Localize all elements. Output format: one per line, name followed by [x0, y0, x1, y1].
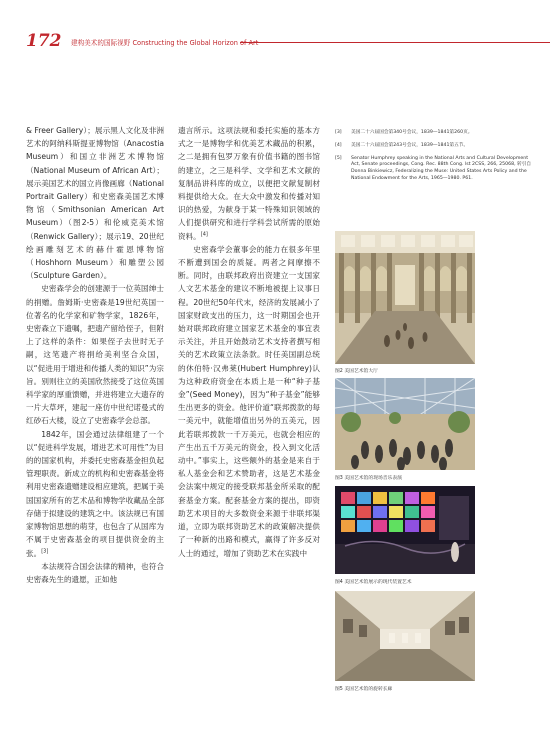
- footnote-mark: [3]: [335, 130, 342, 135]
- footnote-ref: [4]: [200, 231, 208, 238]
- footnote-mark: [4]: [335, 142, 342, 148]
- figure-live-music: [335, 378, 475, 470]
- header-rule: [240, 42, 550, 43]
- paragraph: 本法规符合国会法律的精神，也符合史密森先生的遗愿，正如他: [26, 561, 164, 584]
- paragraph: 史密森学会的创建源于一位英国绅士的捐赠。詹姆斯·史密森是19世纪英国一位著名的化学家和矿物学家，1826年，史密森立下遗嘱，把遗产留给侄子，但附上了这样的条件：如果侄子去世时无子嗣，这笔遗产将捐给美利坚合众国，以“促进用于增进和传播人类的知识”为宗旨。别则往立的美国欣然接受了这位英国科学家的厚重馈赠，并进将建立大遗存的一片大草坪，建起一座仿中世纪诺曼式的红砂石大楼，设立了史密森学会总部。: [26, 284, 164, 426]
- footnote: [335, 156, 535, 183]
- paragraph: & Freer Gallery）；展示黑人文化及非洲艺术的阿纳科斯提亚博物馆（Anacostia Museum）和国立非洲艺术博物馆（National Museum of African Art）；展示美国艺术的国立肖像画廊（National Portrait Gallery）和史密森美国艺术博物馆（Smithsonian American Art Museum）（图2-5）和伦威克美术馆（Renwick Gallery）；展示19、20世纪绘画雕刻艺术的赫什霍恩博物馆（Hoshhorn Museum）和雕塑公园（Sculpture Garden）。: [26, 126, 164, 281]
- corridor-photo: [335, 591, 475, 681]
- paragraph-text: 1842年，国会通过法律组建了一个以“促进科学发展，增进艺术可用性”为目的的国家机构，并委托史密森基金担负起管理职责。新成立的机构和史密森基金将利用史密森遗赠建设相应建筑，把属于美国国家所有的艺术品和博物学收藏品全部存储于拟建设的建筑之中。该法规已有国家博物馆思想的萌芽，也包含了从国库为不属于史密森基金的项目提供资金的主张。: [26, 429, 164, 558]
- figure-caption: 图5 美国艺术馆的旋转长廊: [335, 687, 393, 692]
- live-music-photo: [335, 378, 475, 470]
- paragraph: 史密森学会董事会的能力在很多年里不断遭到国会的质疑。两者之间摩擦不断。同时，由联邦政府出资建立一支国家人文艺术基金的建议不断地被提上议事日程。20世纪50年代末，经济的发展减小了国家财政支出的压力，这一时期国会也开始对联邦政府建立国家艺术基金的事宜表示关注，并且开始鼓动艺术支持者撰写相关的艺术政策立法条款。时任美国副总统的休伯特·汉弗莱(Hubert Humphrey)认为这种政府资金在本质上是一种“种子基金”(Seed Money)，因为“种子基金”能够生出更多的资金。他评价道“联邦拨款的每一美元中，就能增值出另外的五美元，因此若联邦拨款一千万美元，也就会相应的产生出五千万美元的资金，投入到文化活动中。”事实上，这些额外的基金是来自于私人基金会和艺术赞助者，这是艺术基金会法案中规定的接受联邦基金所采取的配套基金方案。配套基金方案的提出，即资助艺术项目的大多数资金来源于非联邦渠道，立即为联邦资助艺术的政策解决提供了一种新的出路和模式，赢得了许多反对人士的通过，增加了资助艺术在实践中: [178, 244, 320, 558]
- paragraph: [178, 124, 320, 243]
- paragraph-text: 遗言所示。这项法规和委托实施的基本方式之一是博物学和优美艺术藏品的积累，之二是拥有包罗万象有价值书籍的图书馆的建立，之三是科学、文学和艺术文献的复制品讲科库的成立，以便把文献复制材料提供给大众。在大众中激发和传播对知识的热爱，为献身于某一特殊知识领域的人们提供研究和进行学科尝试所需的原始资料。: [178, 126, 320, 241]
- figure-caption: 图4 美国艺术馆展示的现代装置艺术: [335, 580, 412, 585]
- footnote: [335, 130, 535, 137]
- figure-museum-hall: [335, 231, 475, 364]
- footnote-text: 美国二十六届国会第243号会议，1839—1841第五节。: [351, 142, 469, 148]
- footnote-ref: [3]: [41, 547, 49, 554]
- figure-caption: 图2 美国艺术馆大厅: [335, 369, 378, 374]
- page-number: 172: [26, 31, 62, 51]
- footnote-text: 美国二十六届国会第340号会议，1839—1841第260页。: [351, 130, 473, 135]
- text-column-left: [26, 124, 164, 586]
- installation-photo: [335, 486, 475, 574]
- footnote-text: Senator Humphrey speaking in the National Arts and Cultural Development Act, Senate proceedings, Cong. Rec. 88th Cong. lst 2CSS, 266, 25068, 转引自 Donna Binkiewicz, Federalizing the Muse: United States Arts Policy and the National Endowment for the Arts, 1965—1980. P61.: [351, 155, 532, 181]
- footnote-mark: [5]: [335, 155, 342, 161]
- footnotes: [335, 130, 535, 189]
- running-title: 建构美术的国际视野 Constructing the Global Horizon of Art: [71, 39, 259, 47]
- figure-installation: [335, 486, 475, 574]
- paragraph: [26, 428, 164, 560]
- figure-caption: 图3 美国艺术馆的现场音乐表演: [335, 476, 402, 481]
- museum-hall-photo: [335, 231, 475, 364]
- page-header: [26, 32, 536, 52]
- footnote: [335, 143, 535, 150]
- figure-corridor: [335, 591, 475, 681]
- text-column-middle: [178, 124, 320, 560]
